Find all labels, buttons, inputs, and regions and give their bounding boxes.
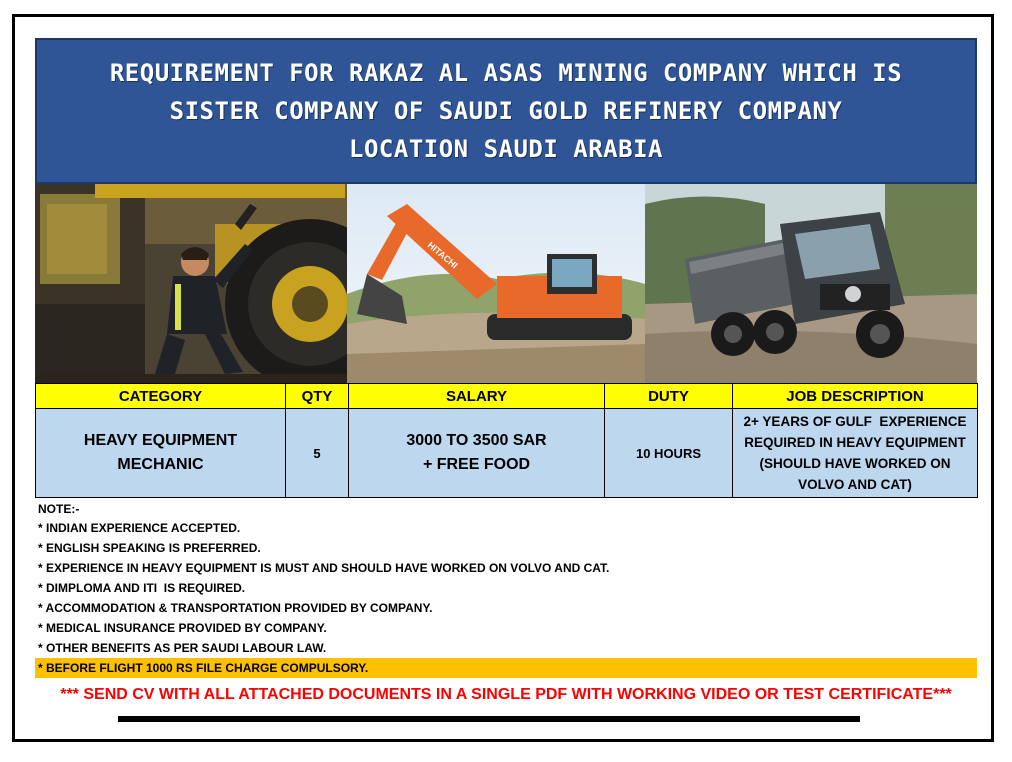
notes-title: NOTE:-	[38, 502, 80, 516]
note-item-highlighted: * BEFORE FLIGHT 1000 RS FILE CHARGE COMPULSORY.	[35, 658, 977, 678]
mechanic-photo	[35, 184, 347, 384]
note-item: * INDIAN EXPERIENCE ACCEPTED.	[38, 521, 241, 535]
cell-qty: 5	[286, 409, 349, 498]
salary-line-2: + FREE FOOD	[422, 456, 531, 473]
header-banner	[35, 38, 977, 184]
hitachi-brand-text: HITACHI	[425, 239, 460, 271]
send-cv-instruction: *** SEND CV WITH ALL ATTACHED DOCUMENTS IN A SINGLE PDF WITH WORKING VIDEO OR TEST CERTIFICATE***	[60, 686, 952, 703]
cell-job-description	[733, 409, 978, 498]
desc-line-1: 2+ YEARS OF GULF EXPERIENCE	[743, 414, 967, 429]
header-qty: QTY	[286, 384, 349, 409]
table-header-row	[36, 384, 978, 409]
note-item: * EXPERIENCE IN HEAVY EQUIPMENT IS MUST AND SHOULD HAVE WORKED ON VOLVO AND CAT.	[38, 561, 610, 575]
desc-line-3: (SHOULD HAVE WORKED ON	[759, 456, 951, 471]
desc-line-4: VOLVO AND CAT)	[798, 477, 912, 492]
bottom-divider	[118, 716, 860, 722]
header-salary: SALARY	[349, 384, 605, 409]
header-line-3: LOCATION SAUDI ARABIA	[349, 135, 663, 163]
note-item: * MEDICAL INSURANCE PROVIDED BY COMPANY.	[38, 621, 327, 635]
cell-salary	[349, 409, 605, 498]
header-category: CATEGORY	[36, 384, 286, 409]
category-line-2: MECHANIC	[117, 456, 204, 473]
photo-strip	[35, 184, 977, 384]
header-job-description: JOB DESCRIPTION	[733, 384, 978, 409]
note-item: * DIMPLOMA AND ITI IS REQUIRED.	[38, 581, 246, 595]
table-row	[36, 409, 978, 498]
header-duty: DUTY	[605, 384, 733, 409]
note-item: * ACCOMMODATION & TRANSPORTATION PROVIDED BY COMPANY.	[38, 601, 433, 615]
desc-line-2: REQUIRED IN HEAVY EQUIPMENT	[744, 435, 966, 450]
category-line-1: HEAVY EQUIPMENT	[83, 432, 238, 449]
notes-section	[35, 500, 977, 678]
note-item: * ENGLISH SPEAKING IS PREFERRED.	[38, 541, 261, 555]
cell-category	[36, 409, 286, 498]
header-line-1: REQUIREMENT FOR RAKAZ AL ASAS MINING COMPANY WHICH IS	[109, 59, 903, 87]
dump-truck-photo	[645, 184, 977, 384]
cell-duty: 10 HOURS	[605, 409, 733, 498]
job-table	[35, 383, 978, 498]
note-item: * OTHER BENEFITS AS PER SAUDI LABOUR LAW.	[38, 641, 327, 655]
excavator-photo	[347, 184, 645, 384]
header-line-2: SISTER COMPANY OF SAUDI GOLD REFINERY COMPANY	[169, 97, 843, 125]
salary-line-1: 3000 TO 3500 SAR	[406, 432, 547, 449]
